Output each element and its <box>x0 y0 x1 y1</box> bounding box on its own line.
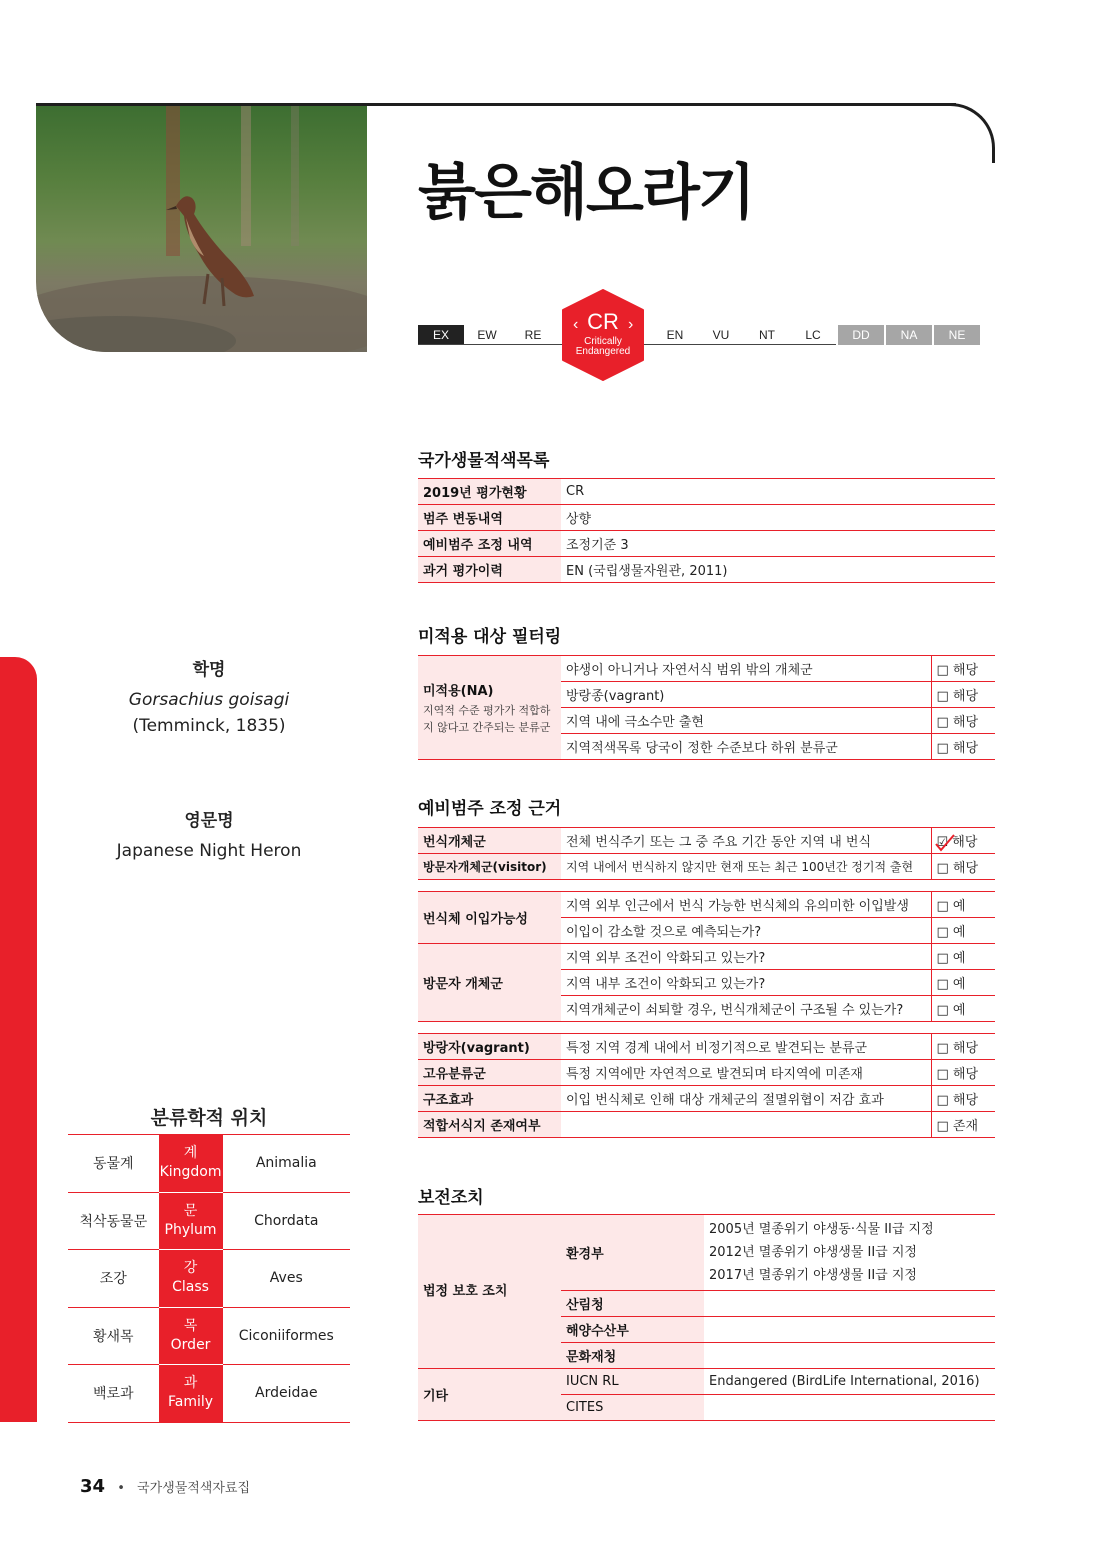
taxon-latin: Ardeidae <box>223 1365 350 1423</box>
row-value: 조정기준 3 <box>561 531 995 557</box>
taxon-rank: 계 Kingdom <box>159 1135 223 1193</box>
row-label: 2019년 평가현황 <box>418 479 561 505</box>
english-name-block <box>68 806 350 863</box>
row-label: 방문자 개체군 <box>418 944 561 1022</box>
taxonomy-row <box>68 1250 350 1308</box>
taxon-rank: 강 Class <box>159 1250 223 1308</box>
category-ne: NE <box>934 325 980 345</box>
category-cr-badge <box>560 289 646 381</box>
table-row <box>418 1060 995 1086</box>
row-label: 구조효과 <box>418 1086 561 1112</box>
row-label: 방문자개체군(visitor) <box>418 854 561 880</box>
org-text <box>704 1343 995 1369</box>
taxon-rank: 과 Family <box>159 1365 223 1423</box>
org-label: 산림청 <box>561 1291 704 1317</box>
checkbox[interactable]: □ 해당 <box>931 734 995 760</box>
scientific-author: (Temminck, 1835) <box>132 716 286 736</box>
table-row <box>418 557 995 583</box>
page-number: 34 <box>80 1476 106 1497</box>
adjust-heading: 예비범주 조정 근거 <box>418 799 562 819</box>
checkbox[interactable]: □ 해당 <box>931 854 995 880</box>
row-label: 고유분류군 <box>418 1060 561 1086</box>
row-text: 특정 지역에만 자연적으로 발견되며 타지역에 미존재 <box>561 1060 931 1086</box>
checkbox[interactable]: □ 예 <box>931 892 995 918</box>
taxonomy-heading: 분류학적 위치 <box>150 1107 268 1129</box>
species-photo <box>36 106 367 352</box>
taxon-rank: 문 Phylum <box>159 1192 223 1250</box>
org-label: CITES <box>561 1395 704 1421</box>
taxonomy-row <box>68 1307 350 1365</box>
category-dd: DD <box>838 325 884 345</box>
row-text: 방랑종(vagrant) <box>561 682 931 708</box>
taxon-korean: 백로과 <box>68 1365 159 1423</box>
scientific-name: Gorsachius goisagi <box>128 690 290 710</box>
checkbox[interactable]: □ 해당 <box>931 1034 995 1060</box>
checkbox[interactable]: □ 존재 <box>931 1112 995 1138</box>
checkbox[interactable]: □ 해당 <box>931 1086 995 1112</box>
table-row <box>418 531 995 557</box>
side-accent-bar <box>0 657 37 1422</box>
row-text: 지역적색목록 당국이 정한 수준보다 하위 분류군 <box>561 734 931 760</box>
taxonomy-row <box>68 1365 350 1423</box>
row-label: 번식개체군 <box>418 828 561 854</box>
checkbox[interactable]: □ 해당 <box>931 1060 995 1086</box>
svg-text:‹: ‹ <box>573 316 579 333</box>
book-title: 국가생물적색자료집 <box>137 1481 251 1496</box>
row-label: 과거 평가이력 <box>418 557 561 583</box>
table-row <box>418 892 995 918</box>
taxon-latin: Ciconiiformes <box>223 1307 350 1365</box>
legal-label: 법정 보호 조치 <box>418 1215 561 1369</box>
row-text: 전체 번식주기 또는 그 중 주요 기간 동안 지역 내 번식 <box>561 828 931 854</box>
table-row <box>418 1215 995 1291</box>
taxon-rank: 목 Order <box>159 1307 223 1365</box>
row-value: 상향 <box>561 505 995 531</box>
row-text: 지역 외부 조건이 악화되고 있는가? <box>561 944 931 970</box>
category-nt: NT <box>744 325 790 345</box>
page-footer <box>80 1476 250 1497</box>
row-text: 지역 내에서 번식하지 않지만 현재 또는 최근 100년간 정기적 출현 <box>561 854 931 880</box>
category-vu: VU <box>698 325 744 345</box>
scientific-name-block <box>68 655 350 738</box>
adjust-table <box>418 827 995 1138</box>
checkbox[interactable]: □ 예 <box>931 944 995 970</box>
row-text: 지역개체군이 쇠퇴할 경우, 번식개체군이 구조될 수 있는가? <box>561 996 931 1022</box>
row-text: 이입이 감소할 것으로 예측되는가? <box>561 918 931 944</box>
taxon-latin: Aves <box>223 1250 350 1308</box>
org-label: 환경부 <box>561 1215 704 1291</box>
taxonomy-row <box>68 1192 350 1250</box>
checkbox[interactable]: □ 예 <box>931 918 995 944</box>
conservation-heading: 보전조치 <box>418 1188 484 1208</box>
species-title: 붉은해오라기 <box>418 158 754 228</box>
taxon-korean: 척삭동물문 <box>68 1192 159 1250</box>
taxon-korean: 조강 <box>68 1250 159 1308</box>
row-text: 특정 지역 경계 내에서 비정기적으로 발견되는 분류군 <box>561 1034 931 1060</box>
checkbox[interactable]: □ 해당 <box>931 656 995 682</box>
org-text <box>704 1395 995 1421</box>
category-na: NA <box>886 325 932 345</box>
row-text: 지역 외부 인근에서 번식 가능한 번식체의 유의미한 이입발생 <box>561 892 931 918</box>
english-name: Japanese Night Heron <box>116 841 302 861</box>
svg-text:›: › <box>628 316 634 333</box>
taxon-korean: 동물계 <box>68 1135 159 1193</box>
taxonomy-row <box>68 1135 350 1193</box>
scientific-name-heading: 학명 <box>192 660 226 680</box>
row-text: 이입 번식체로 인해 대상 개체군의 절멸위협이 저감 효과 <box>561 1086 931 1112</box>
table-row <box>418 1112 995 1138</box>
checkbox[interactable]: □ 예 <box>931 970 995 996</box>
category-cr-name: Critically Endangered <box>575 336 631 357</box>
header-rule-curve <box>930 103 995 163</box>
other-label: 기타 <box>418 1369 561 1421</box>
org-text: 2005년 멸종위기 야생동·식물 II급 지정 2012년 멸종위기 야생생물 II급 지정 2017년 멸종위기 야생생물 II급 지정 <box>704 1215 995 1291</box>
conservation-table <box>418 1214 995 1421</box>
row-value: CR <box>561 479 995 505</box>
table-row <box>418 828 995 854</box>
taxon-latin: Animalia <box>223 1135 350 1193</box>
org-label: 해양수산부 <box>561 1317 704 1343</box>
table-row <box>418 1369 995 1395</box>
row-label: 적합서식지 존재여부 <box>418 1112 561 1138</box>
row-label: 예비범주 조정 내역 <box>418 531 561 557</box>
row-label: 번식체 이입가능성 <box>418 892 561 944</box>
table-row <box>418 1086 995 1112</box>
table-row <box>418 479 995 505</box>
footer-bullet: • <box>117 1481 125 1496</box>
category-re: RE <box>510 325 556 345</box>
checkbox-checked[interactable]: ☑ 해당 <box>931 828 995 854</box>
category-bar <box>418 325 980 345</box>
table-row <box>418 656 995 682</box>
english-name-heading: 영문명 <box>184 811 234 831</box>
org-label: 문화재청 <box>561 1343 704 1369</box>
row-label: 범주 변동내역 <box>418 505 561 531</box>
table-row <box>418 854 995 880</box>
filter-label: 미적용(NA) 지역적 수준 평가가 적합하지 않다고 간주되는 분류군 <box>418 656 561 760</box>
checkbox[interactable]: □ 예 <box>931 996 995 1022</box>
row-text: 지역 내부 조건이 악화되고 있는가? <box>561 970 931 996</box>
org-text <box>704 1291 995 1317</box>
category-lc: LC <box>790 325 836 345</box>
taxonomy-table <box>68 1134 350 1423</box>
row-label: 방랑자(vagrant) <box>418 1034 561 1060</box>
taxon-latin: Chordata <box>223 1192 350 1250</box>
category-ew: EW <box>464 325 510 345</box>
taxon-korean: 황새목 <box>68 1307 159 1365</box>
org-text: Endangered (BirdLife International, 2016) <box>704 1369 995 1395</box>
category-en: EN <box>652 325 698 345</box>
checkbox[interactable]: □ 해당 <box>931 708 995 734</box>
table-spacer <box>418 880 995 892</box>
table-row <box>418 505 995 531</box>
redlist-table <box>418 478 995 583</box>
row-text <box>561 1112 931 1138</box>
redlist-heading: 국가생물적색목록 <box>418 451 550 471</box>
org-label: IUCN RL <box>561 1369 704 1395</box>
filter-heading: 미적용 대상 필터링 <box>418 627 562 647</box>
row-value: EN (국립생물자원관, 2011) <box>561 557 995 583</box>
table-row <box>418 944 995 970</box>
row-text: 지역 내에 극소수만 출현 <box>561 708 931 734</box>
org-text <box>704 1317 995 1343</box>
table-row <box>418 1034 995 1060</box>
checkbox[interactable]: □ 해당 <box>931 682 995 708</box>
table-spacer <box>418 1022 995 1034</box>
row-text: 야생이 아니거나 자연서식 범위 밖의 개체군 <box>561 656 931 682</box>
category-ex: EX <box>418 325 464 345</box>
category-cr-code: CR <box>587 309 619 334</box>
filter-table <box>418 655 995 760</box>
